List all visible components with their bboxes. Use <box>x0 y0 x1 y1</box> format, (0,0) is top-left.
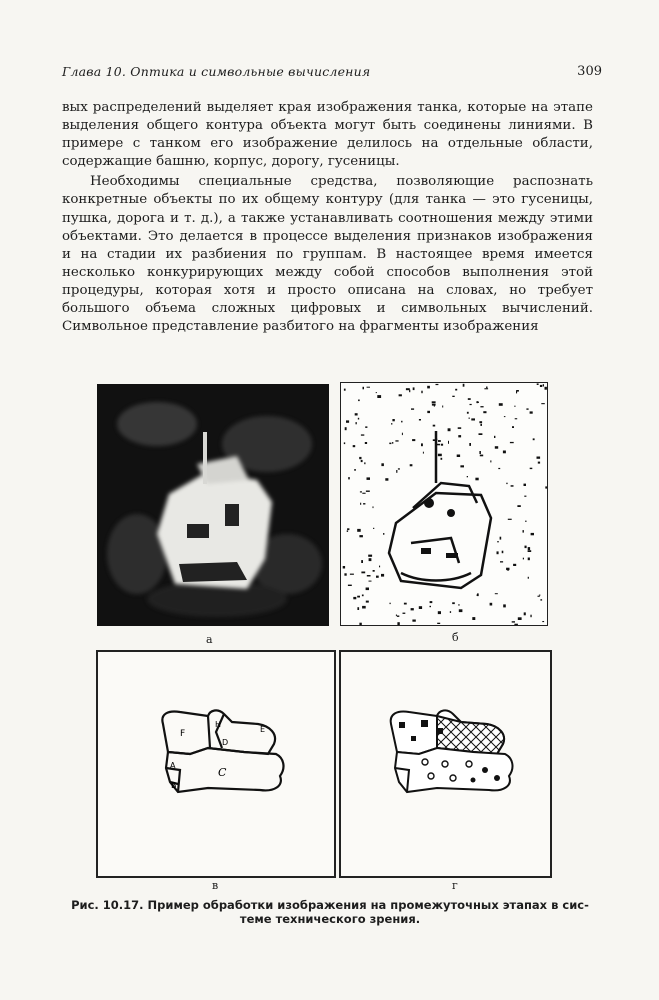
region-label-a: A <box>170 761 176 770</box>
chapter-title: Глава 10. Оптика и символьные вычисления <box>62 64 371 79</box>
region-texture-drawing <box>341 652 550 876</box>
panel-label-b: б <box>452 631 459 644</box>
paragraph: вых распределений выделяет края изображения танка, которые на этапе выделения общего контура объекта могут быть соединены линиями. В примере с танком его изображение делилось на отдельные области, содержащие башню, корпус, дорогу, гусеницы. <box>62 100 593 170</box>
caption-line: Рис. 10.17. Пример обработки изображения на промежуточных этапах в сис- <box>71 898 589 912</box>
region-label-b: B <box>171 781 177 790</box>
region-label-d: D <box>222 738 229 747</box>
region-label-c: C <box>218 766 227 779</box>
paragraph: Необходимы специальные средства, позволяющие распознать конкретные объекты по их общему контуру (для танка — это гусеницы, пушка, дорога и т. д.), а также устанавливать соотношения между этими объектами. Это делается в процессе выделения признаков изображения и на стадии их разбиения по группам. В настоящее время имеется несколько конкурирующих между собой способов выполнения этой процедуры, которая хотя и просто описана на словах, но требует большого объема сложных цифровых и символьных вычислений. Символьное представление разбитого на фрагменты изображения <box>62 174 593 335</box>
panel-label-d: г <box>452 879 458 892</box>
page-number: 309 <box>577 64 602 79</box>
region-label-f: F <box>180 729 186 739</box>
region-outline-drawing <box>98 652 334 876</box>
panel-label-a: а <box>206 633 213 646</box>
figure-panel-a-photo <box>97 384 329 626</box>
figure-panel-b-edges <box>340 382 548 626</box>
figure-panel-d-textures <box>339 650 552 878</box>
caption-line: теме технического зрения. <box>239 912 421 926</box>
panel-label-c: в <box>212 879 219 892</box>
tank-photo-image <box>97 384 329 626</box>
body-text <box>62 99 593 336</box>
region-label-h: H <box>215 720 222 729</box>
region-label-e: E <box>260 725 266 734</box>
figure-panel-c-regions <box>96 650 336 878</box>
edge-map-image <box>341 383 547 625</box>
figure-caption <box>70 898 590 926</box>
